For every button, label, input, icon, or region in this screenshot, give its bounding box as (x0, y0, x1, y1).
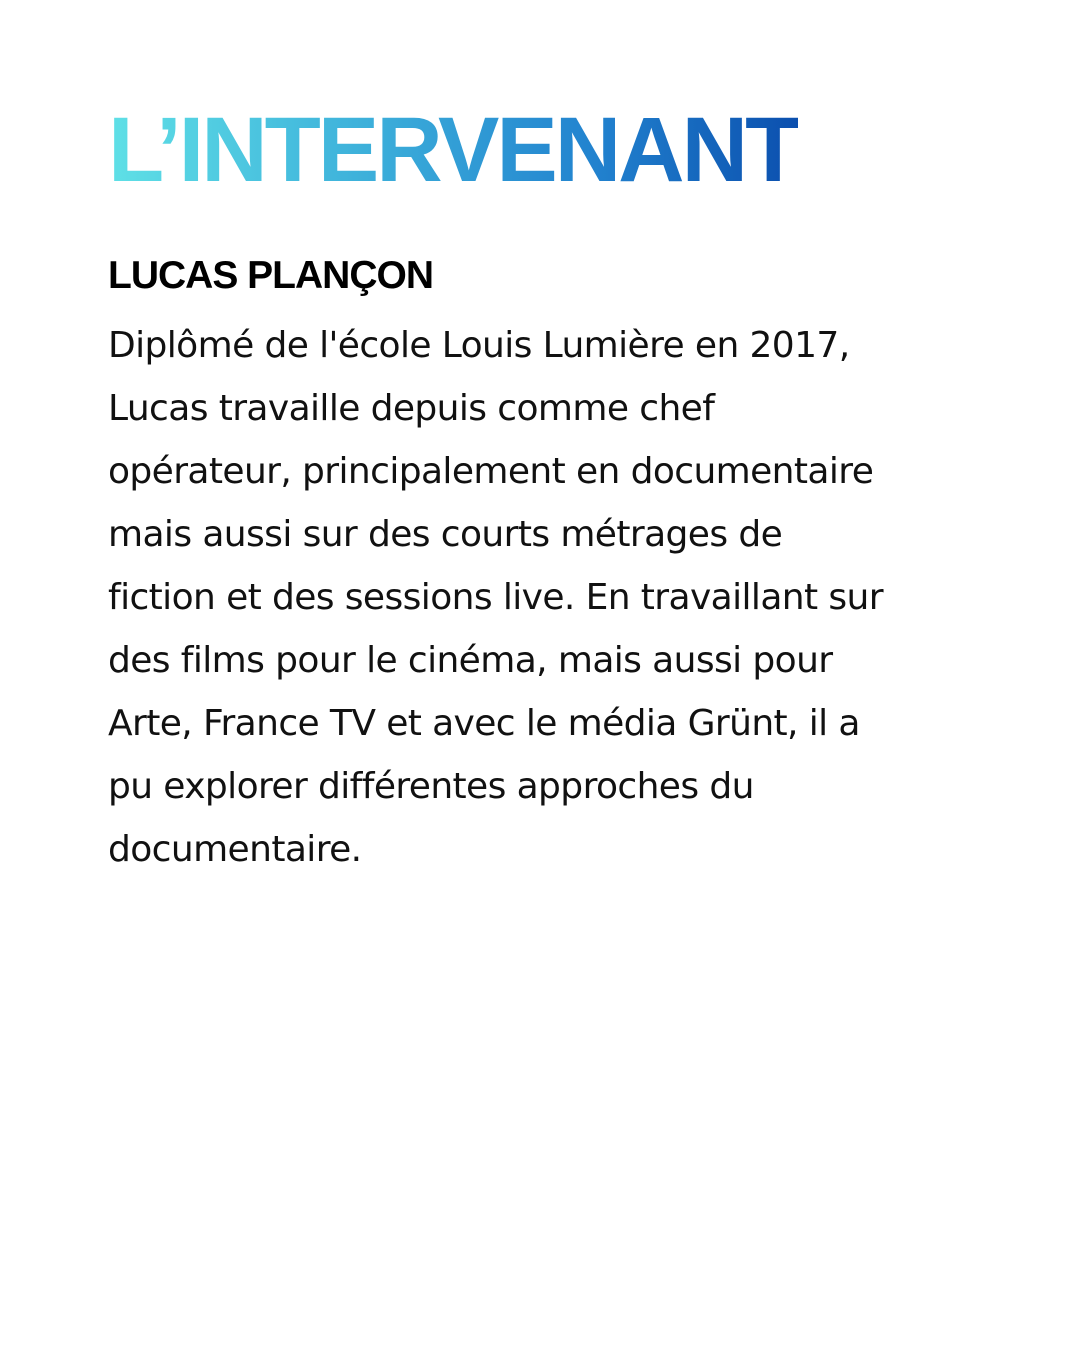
bio-line: Diplômé de l'école Louis Lumière en 2017, (108, 324, 850, 366)
bio-line: pu explorer différentes approches du (108, 765, 754, 807)
bio-line: Lucas travaille depuis comme chef (108, 387, 715, 429)
bio-line: documentaire. (108, 828, 362, 870)
bio-line: des films pour le cinéma, mais aussi pour (108, 639, 833, 681)
speaker-card (108, 100, 988, 881)
bio-line: fiction et des sessions live. En travaillant sur (108, 576, 883, 618)
bio-line: opérateur, principalement en documentaire (108, 450, 874, 492)
bio-line: Arte, France TV et avec le média Grünt, il a (108, 702, 860, 744)
speaker-bio (108, 314, 988, 881)
section-title: L’INTERVENANT (108, 99, 799, 201)
bio-line: mais aussi sur des courts métrages de (108, 513, 783, 555)
speaker-name: LUCAS PLANÇON (108, 254, 433, 298)
